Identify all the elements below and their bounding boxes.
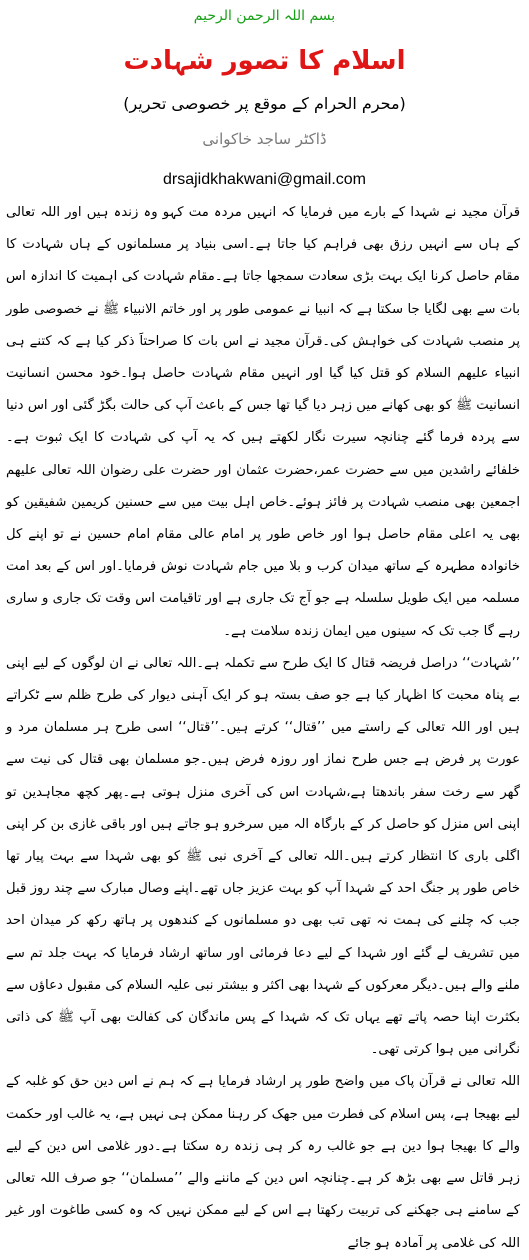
article-body <box>6 197 520 1260</box>
article-title: اسلام کا تصور شہادت <box>123 46 406 76</box>
author-email: drsajidkhakwani@gmail.com <box>163 171 366 188</box>
paragraph-2: ’’شہادت‘‘ دراصل فریضہ قتال کا ایک طرح سے تکملہ ہے۔اللہ تعالی نے ان لوگوں کے لیے اپنی بے پناہ محبت کا اظہار کیا ہے جو صف بستہ ہو کر ایک آہنی دیوار کی طرح ظلم سے ٹکراتے ہیں اور اللہ تعالی کے راستے میں ’’قتال‘‘ کرتے ہیں۔’’قتال‘‘ اسی طرح ہر مسلمان مرد و عورت پر فرض ہے جس طرح نماز اور روزہ فرض ہیں۔جو مسلمان بھی قتال کی نیت سے گھر سے رخت سفر باندھتا ہے،شہادت اس کی آخری منزل ہوتی ہے۔پھر کچھ مجاہدین تو اپنی اس منزل کو حاصل کر کے بارگاہ الہ میں سرخرو ہو جاتے ہیں اور باقی غازی بن کر اپنی اگلی باری کا انتظار کرتے ہیں۔اللہ تعالی کے آخری نبی ﷺ کو بھی شہدا سے بہت پیار تھا خاص طور پر جنگ احد کے شہدا آپ کو بہت عزیز جاں تھے۔اپنے وصال مبارک سے چند روز قبل جب کہ چلنے کی ہمت نہ تھی تب بھی دو مسلمانوں کے کندھوں پر ہاتھ رکھ کر میدان احد میں تشریف لے گئے اور شہدا کے لیے دعا فرمائی اور ساتھ ارشاد فرمایا کہ بہت جلد تم سے ملنے والے ہیں۔دیگر معرکوں کے شہدا بھی اکثر و بیشتر نبی علیہ السلام کی مقبول دعاؤں سے بکثرت اپنا حصہ پاتے تھے یہاں تک کہ شہدا کے پس ماندگان کی کفالت بھی آپ ﷺ کی ذاتی نگرانی میں ہوا کرتی تھی۔ <box>6 655 520 1058</box>
bismillah-heading: بسم اللہ الرحمن الرحیم <box>193 8 336 24</box>
author-name: ڈاکٹر ساجد خاکوانی <box>202 130 327 148</box>
paragraph-3: اللہ تعالی نے قرآن پاک میں واضح طور پر ارشاد فرمایا ہے کہ ہم نے اس دین حق کو غلبہ کے لیے بھیجا ہے، پس اسلام کی فطرت میں جھک کر رہنا ممکن ہی نہیں ہے، یہ غالب اور حکمت والے کا بھیجا ہوا دین ہے جو غالب رہ کر ہی زندہ رہ سکتا ہے۔دور غلامی اس دین کے لیے زہر قاتل سے بھی بڑھ کر ہے۔چنانچہ اس دین کے ماننے والے ’’مسلمان‘‘ جو صرف اللہ تعالی کے سامنے ہی جھکنے کی تربیت رکھتا ہے اس کے لیے ممکن نہیں کہ وہ کسی طاغوت اور غیر اللہ کی غلامی پر آمادہ ہو جائے <box>6 1074 520 1251</box>
paragraph-1: قرآن مجید نے شہدا کے بارے میں فرمایا کہ انہیں مردہ مت کہو وہ زندہ ہیں اور اللہ تعالی کے ہاں سے انہیں رزق بھی فراہم کیا جاتا ہے۔اسی بنیاد پر مسلمانوں کے ہاں شہادت کا مقام حاصل کرنا ایک بہت بڑی سعادت سمجھا جاتا ہے۔مقام شہادت کی اہمیت کا اندازہ اس بات سے بھی لگایا جا سکتا ہے کہ انبیا نے عمومی طور پر اور خاتم الانبیاء ﷺ نے خصوصی طور پر منصب شہادت کی خواہش کی۔قرآن مجید نے اس بات کا صراحتاََ ذکر کیا ہے کہ کتنے ہی انبیاء علیھم السلام کو قتل کیا گیا اور انہیں مقام شہادت حاصل ہوا۔خود محسن انسانیت انسانیت ﷺ کو بھی کھانے میں زہر دیا گیا تھا جس کے باعث آپ کی حالت بگڑ گئی اور اس دنیا سے پردہ فرما گئے چنانچہ سیرت نگار لکھتے ہیں کہ یہ آپ کی شہادت کا ایک ثبوت ہے۔خلفائے راشدین میں سے حضرت عمر،حضرت عثمان اور حضرت علی رضوان اللہ تعالی علیھم اجمعین بھی منصب شہادت پر فائز ہوئے۔خاص اہل بیت میں سے حسنین کریمین شفیقین کو بھی یہ اعلی مقام حاصل ہوا اور خاص طور پر امام عالی مقام امام حسین نے تو اپنے کل خانوادہ مطہرہ کے ساتھ میدان کرب و بلا میں جام شہادت نوش فرمایا۔اور اس کے بعد امت مسلمہ میں ایک طویل سلسلہ ہے جو آج تک جاری ہے اور تاقیامت اس وقت تک جاری و ساری رہے گا جب تک کہ سینوں میں ایمان زندہ سلامت ہے۔ <box>6 205 520 639</box>
article-subtitle: (محرم الحرام کے موقع پر خصوصی تحریر) <box>123 94 406 113</box>
